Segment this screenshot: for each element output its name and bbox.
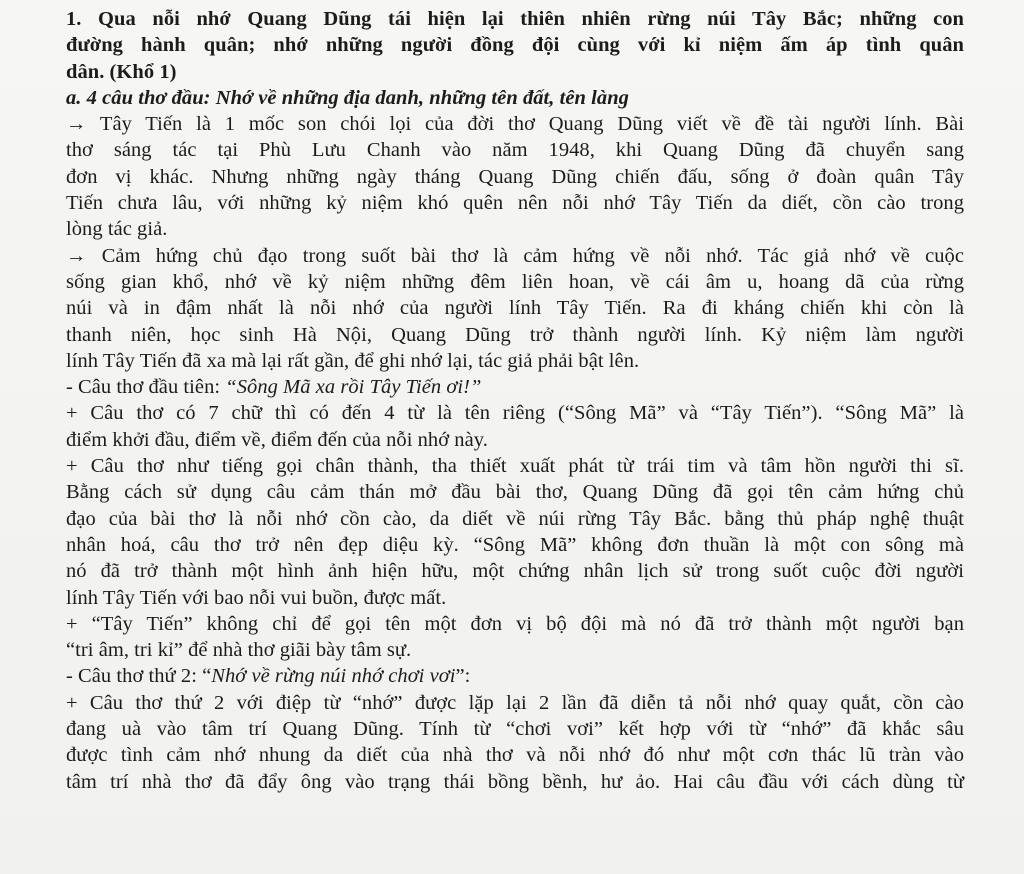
paragraph-line: Bằng cách sử dụng câu cảm thán mở đầu bài thơ, Quang Dũng đã gọi tên cảm hứng chủ: [66, 481, 964, 504]
paragraph-line: lính Tây Tiến đã xa mà lại rất gần, để ghi nhớ lại, tác giả phải bật lên.: [66, 349, 640, 372]
paragraph-line: sống gian khổ, nhớ về kỷ niệm những đêm liên hoan, về cái âm u, hoang dã của rừng: [66, 270, 964, 293]
paragraph-line: đang uà vào tâm trí Quang Dũng. Tính từ “chơi vơi” kết hợp với từ “nhớ” đã khắc sâu: [66, 718, 964, 741]
paragraph-line: thanh niên, học sinh Hà Nội, Quang Dũng trở thành người lính. Kỷ niệm làm người: [66, 323, 964, 346]
paragraph-line: được tình cảm nhớ nhung da diết của nhà thơ và nỗi nhớ đó như một cơn thác lũ tràn vào: [66, 744, 964, 767]
paragraph-line: + Câu thơ có 7 chữ thì có đến 4 từ là tên riêng (“Sông Mã” và “Tây Tiến”). “Sông Mã” là: [66, 402, 964, 425]
paragraph-line: thơ sáng tác tại Phù Lưu Chanh vào năm 1948, khi Quang Dũng đã chuyển sang: [66, 139, 964, 162]
paragraph-line: Tiến chưa lâu, với những kỷ niệm khó quên nên nỗi nhớ Tây Tiến da diết, cồn cào trong: [66, 192, 964, 215]
paragraph-line: nó đã trở thành một hình ảnh hiện hữu, một chứng nhân lịch sử trong suốt cuộc đời người: [66, 560, 964, 583]
paragraph-line: nhân hoá, câu thơ trở nên đẹp diệu kỳ. “Sông Mã” không đơn thuần là một con sông mà: [66, 533, 964, 556]
paragraph-line: + Câu thơ như tiếng gọi chân thành, tha thiết xuất phát từ trái tim và tâm hồn người thi sĩ.: [66, 455, 964, 478]
paragraph-line: lòng tác giả.: [66, 218, 168, 241]
subsection-heading: a. 4 câu thơ đầu: Nhớ về những địa danh, những tên đất, tên làng: [66, 86, 629, 109]
verse-line-1-intro: [66, 374, 964, 400]
section-heading-line-2: đường hành quân; nhớ những người đồng đội cùng với kỉ niệm ấm áp tình quân: [66, 34, 964, 57]
paragraph-line: lính Tây Tiến với bao nỗi vui buồn, được mất.: [66, 586, 447, 609]
section-heading-line-3: dân. (Khổ 1): [66, 60, 177, 83]
paragraph-line: “tri âm, tri kỉ” để nhà thơ giãi bày tâm sự.: [66, 639, 412, 662]
paragraph-line: → Tây Tiến là 1 mốc son chói lọi của đời thơ Quang Dũng viết về đề tài người lính. Bài: [66, 113, 964, 136]
paragraph-line: + “Tây Tiến” không chỉ để gọi tên một đơn vị bộ đội mà nó đã trở thành một người bạn: [66, 612, 964, 635]
verse-quote: Nhớ về rừng núi nhớ chơi vơi: [211, 665, 456, 688]
paragraph-line: + Câu thơ thứ 2 với điệp từ “nhớ” được lặp lại 2 lần đã diễn tả nỗi nhớ quay quắt, cồn cào: [66, 691, 964, 714]
verse-intro-label: - Câu thơ đầu tiên:: [66, 376, 226, 399]
verse-quote: “Sông Mã xa rồi Tây Tiến ơi!”: [225, 376, 482, 399]
paragraph-line: điểm khởi đầu, điểm về, điểm đến của nỗi nhớ này.: [66, 428, 488, 451]
section-heading-line-1: 1. Qua nỗi nhớ Quang Dũng tái hiện lại thiên nhiên rừng núi Tây Bắc; những con: [66, 8, 964, 30]
paragraph-line: đạo của bài thơ là nỗi nhớ cồn cào, da diết về núi rừng Tây Bắc. bằng thủ pháp nghệ thuật: [66, 507, 964, 530]
verse-intro-label: - Câu thơ thứ 2: “: [66, 665, 212, 688]
paragraph-line: đơn vị khác. Nhưng những ngày tháng Quang Dũng chiến đấu, sống ở đoàn quân Tây: [66, 165, 964, 188]
paragraph-line: → Cảm hứng chủ đạo trong suốt bài thơ là cảm hứng về nỗi nhớ. Tác giả nhớ về cuộc: [66, 244, 964, 267]
verse-line-2-intro: [66, 663, 964, 689]
paragraph-line: tâm trí nhà thơ đã đẩy ông vào trạng thái bồng bềnh, hư ảo. Hai câu đầu với cách dùng từ: [66, 770, 964, 793]
verse-quote-close: ”:: [455, 665, 471, 688]
paragraph-line: núi và in đậm nhất là nỗi nhớ của người lính Tây Tiến. Ra đi kháng chiến khi còn là: [66, 297, 964, 320]
